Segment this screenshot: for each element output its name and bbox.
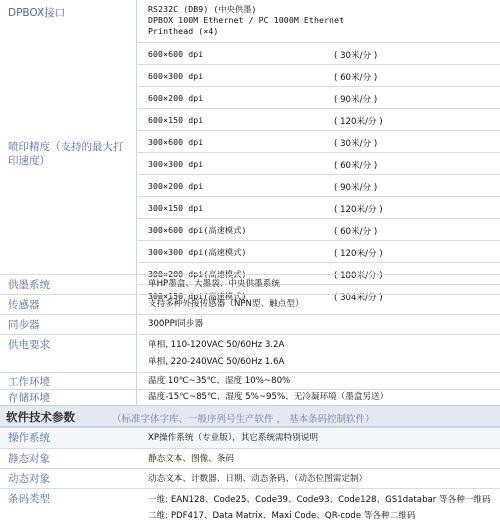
resolution-speed: ( 90米/分 ) [334,183,378,193]
dpbox-line-2: DPBOX 100M Ethernet / PC 1000M Ethernet [148,15,345,25]
ink-value: 单HP墨盒、大墨袋、中央供墨系统 [148,279,280,289]
resolution-row [136,152,500,174]
resolution-row [136,108,500,130]
dynamic-value: 动态文本、计数器、日期、动态条码、（动态位图需定制） [148,474,368,484]
resolution-speed: ( 60米/分 ) [334,161,378,171]
label-dynamic: 动态对象 [8,473,50,485]
row-ink [0,274,500,294]
resolution-speed: ( 120米/分 ) [334,249,383,259]
row-static [0,448,500,468]
row-storage-env [0,389,500,405]
resolution-speed: ( 60米/分 ) [334,227,378,237]
storage-env-value: 温度-15℃~85℃、湿度 5%~95%、无冷凝环境（墨盒另送） [148,392,389,402]
row-dynamic [0,468,500,488]
resolution-speed: ( 120米/分 ) [334,117,383,127]
resolution-dpi: 300×200 dpi(高速模式) [148,269,247,279]
sync-value: 300PPI同步器 [148,319,204,329]
resolution-dpi: 600×200 dpi [148,93,204,103]
static-value: 静态文本、图像、条码 [148,454,234,464]
resolution-row [136,196,500,218]
row-power [0,334,500,372]
sensor-value: 支持多种外接传感器（NPN型、触点型） [148,299,304,309]
resolution-speed: ( 90米/分 ) [334,95,378,105]
resolution-speed: ( 120米/分 ) [334,205,383,215]
resolution-dpi: 300×200 dpi [148,181,204,191]
resolution-dpi: 600×600 dpi [148,49,204,59]
resolution-speed: ( 180米/分 ) [334,271,383,281]
software-header [0,405,500,427]
row-os [0,427,500,448]
label-barcode: 条码类型 [8,493,50,505]
power-line-2: 单相, 220-240VAC 50/60Hz 1.6A [148,357,285,367]
row-work-env [0,372,500,389]
dpbox-line-3: Printhead (×4) [148,26,219,36]
resolution-dpi: 300×150 dpi [148,203,204,213]
resolution-speed: ( 304米/分 ) [334,293,383,303]
row-sensor [0,294,500,314]
label-sync: 同步器 [8,319,40,331]
resolution-dpi: 600×300 dpi [148,71,204,81]
row-dpbox [0,0,500,42]
resolution-row [136,174,500,196]
label-resolution: 喷印精度（支持的最大打印速度） [8,141,124,167]
row-barcode [0,488,500,524]
resolution-row [136,240,500,262]
barcode-line-2: 二维: PDF417、Data Matrix、Maxi Code、QR-code 等各种二维码 [148,511,416,521]
resolution-dpi: 300×600 dpi(高速模式) [148,225,247,235]
resolution-dpi: 300×600 dpi [148,137,204,147]
software-title: 软件技术参数 [6,410,75,424]
os-value: XP操作系统（专业版），其它系统需特别说明 [148,433,319,443]
resolution-speed: ( 30米/分 ) [334,139,378,149]
label-sensor: 传感器 [8,299,40,311]
resolution-dpi: 300×150 dpi(高速模式) [148,291,247,301]
work-env-value: 温度 10℃~35℃、湿度 10%~80% [148,376,291,386]
resolution-row [136,218,500,240]
dpbox-line-1: RS232C (DB9) (中央供墨) [148,4,257,14]
label-power: 供电要求 [8,339,50,351]
resolution-dpi: 600×150 dpi [148,115,204,125]
label-work-env: 工作环境 [8,376,50,388]
resolution-row [136,130,500,152]
resolution-dpi: 300×300 dpi(高速模式) [148,247,247,257]
software-note: （标准字体字库、一般序列号生产软件 ， 基本条码控制软件） [112,414,375,425]
resolution-row [136,64,500,86]
label-static: 静态对象 [8,453,50,465]
label-storage-env: 存储环境 [8,392,50,404]
row-sync [0,314,500,334]
label-dpbox: DPBOX接口 [8,7,66,19]
resolution-speed: ( 30米/分 ) [334,51,378,61]
label-ink: 供墨系统 [8,279,50,291]
resolution-speed: ( 60米/分 ) [334,73,378,83]
resolution-row [136,86,500,108]
resolution-row [136,42,500,64]
resolution-dpi: 300×300 dpi [148,159,204,169]
power-line-1: 单相, 110-120VAC 50/60Hz 3.2A [148,340,285,350]
barcode-line-1: 一维: EAN128、Code25、Code39、Code93、Code128、GS1databar 等各种一维码 [148,495,491,505]
label-os: 操作系统 [8,432,50,444]
